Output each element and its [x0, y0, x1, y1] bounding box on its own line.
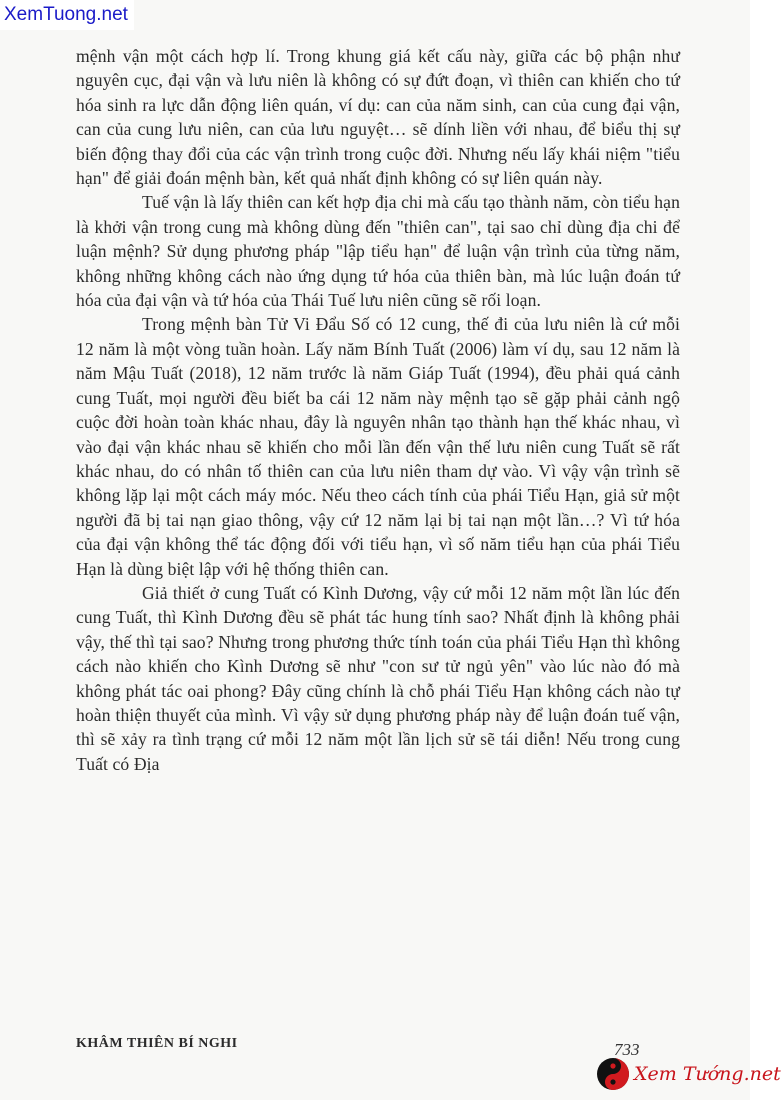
site-logo[interactable] [596, 1055, 781, 1093]
logo-text: Xem Tướng.net [634, 1063, 781, 1085]
site-watermark-label[interactable]: XemTuong.net [0, 0, 134, 30]
yin-yang-icon [596, 1057, 630, 1091]
paragraph-1: mệnh vận một cách hợp lí. Trong khung giá kết cấu này, giữa các bộ phận như nguyên cục, đại vận và lưu niên là không có sự đứt đoạn, vì thiên can khiến cho tứ hóa sinh ra lực dẫn động liên quán, ví dụ: can của năm sinh, can của cung đại vận, can của cung lưu niên, can của lưu nguyệt… sẽ dính liền với nhau, để biểu thị sự biến động thay đổi của các vận trình trong cuộc đời. Nhưng nếu lấy khái niệm "tiểu hạn" để giải đoán mệnh bàn, kết quả nhất định không có sự liên quán này. [76, 46, 680, 189]
page-body [76, 44, 680, 776]
page-number: 733 [614, 1040, 640, 1059]
paragraph-4: Giả thiết ở cung Tuất có Kình Dương, vậy cứ mỗi 12 năm một lần lúc đến cung Tuất, thì Kình Dương đều sẽ phát tác hung tính sao? Nhất định là không phải vậy, thế thì tại sao? Nhưng trong phương thức tính toán của phái Tiểu Hạn thì không cách nào khiến cho Kình Dương sẽ như "con sư tử ngủ yên" vào lúc nào đó mà không phát tác oai phong? Đây cũng chính là chỗ phái Tiểu Hạn không cách nào tự hoàn thiện thuyết của mình. Vì vậy sử dụng phương pháp này để luận đoán tuế vận, thì sẽ xảy ra tình trạng cứ mỗi 12 năm một lần lịch sử sẽ tái diễn! Nếu trong cung Tuất có Địa [76, 582, 680, 774]
running-footer-title: KHÂM THIÊN BÍ NGHI [76, 1036, 238, 1051]
paragraph-3: Trong mệnh bàn Tử Vi Đẩu Số có 12 cung, thế đi của lưu niên là cứ mỗi 12 năm là một vòng tuần hoàn. Lấy năm Bính Tuất (2006) làm ví dụ, sau 12 năm là năm Mậu Tuất (2018), 12 năm trước là năm Giáp Tuất (1994), đều phải quá cảnh cung Tuất, mọi người đều biết ba cái 12 năm này mệnh tạo sẽ gặp phải cảnh ngộ cuộc đời hoàn toàn khác nhau, đây là nguyên nhân tạo thành hạn thế khác nhau, vì vào đại vận khác nhau sẽ khiến cho mỗi lần đến vận thế lưu niên cung Tuất sẽ rất khác nhau, do có nhân tố thiên can của lưu niên tham dự vào. Vì vậy vận trình sẽ không lặp lại một cách máy móc. Nếu theo cách tính của phái Tiểu Hạn, giả sử một người đã bị tai nạn giao thông, vậy cứ 12 năm lại bị tai nạn một lần…? Vì tứ hóa của đại vận không thể tác động đối với tiểu hạn, vì số năm tiểu hạn của phái Tiểu Hạn là dùng biệt lập với hệ thống thiên can. [76, 314, 680, 579]
paragraph-2: Tuế vận là lấy thiên can kết hợp địa chi mà cấu tạo thành năm, còn tiểu hạn là khởi vận trong cung mà không dùng đến "thiên can", tại sao chỉ dùng địa chi để luận mệnh? Sử dụng phương pháp "lập tiểu hạn" để luận vận trình của từng năm, không những không cách nào ứng dụng tứ hóa của thiên bàn, mà lúc luận đoán tứ hóa của đại vận và tứ hóa của Thái Tuế lưu niên cũng sẽ rối loạn. [76, 192, 680, 311]
